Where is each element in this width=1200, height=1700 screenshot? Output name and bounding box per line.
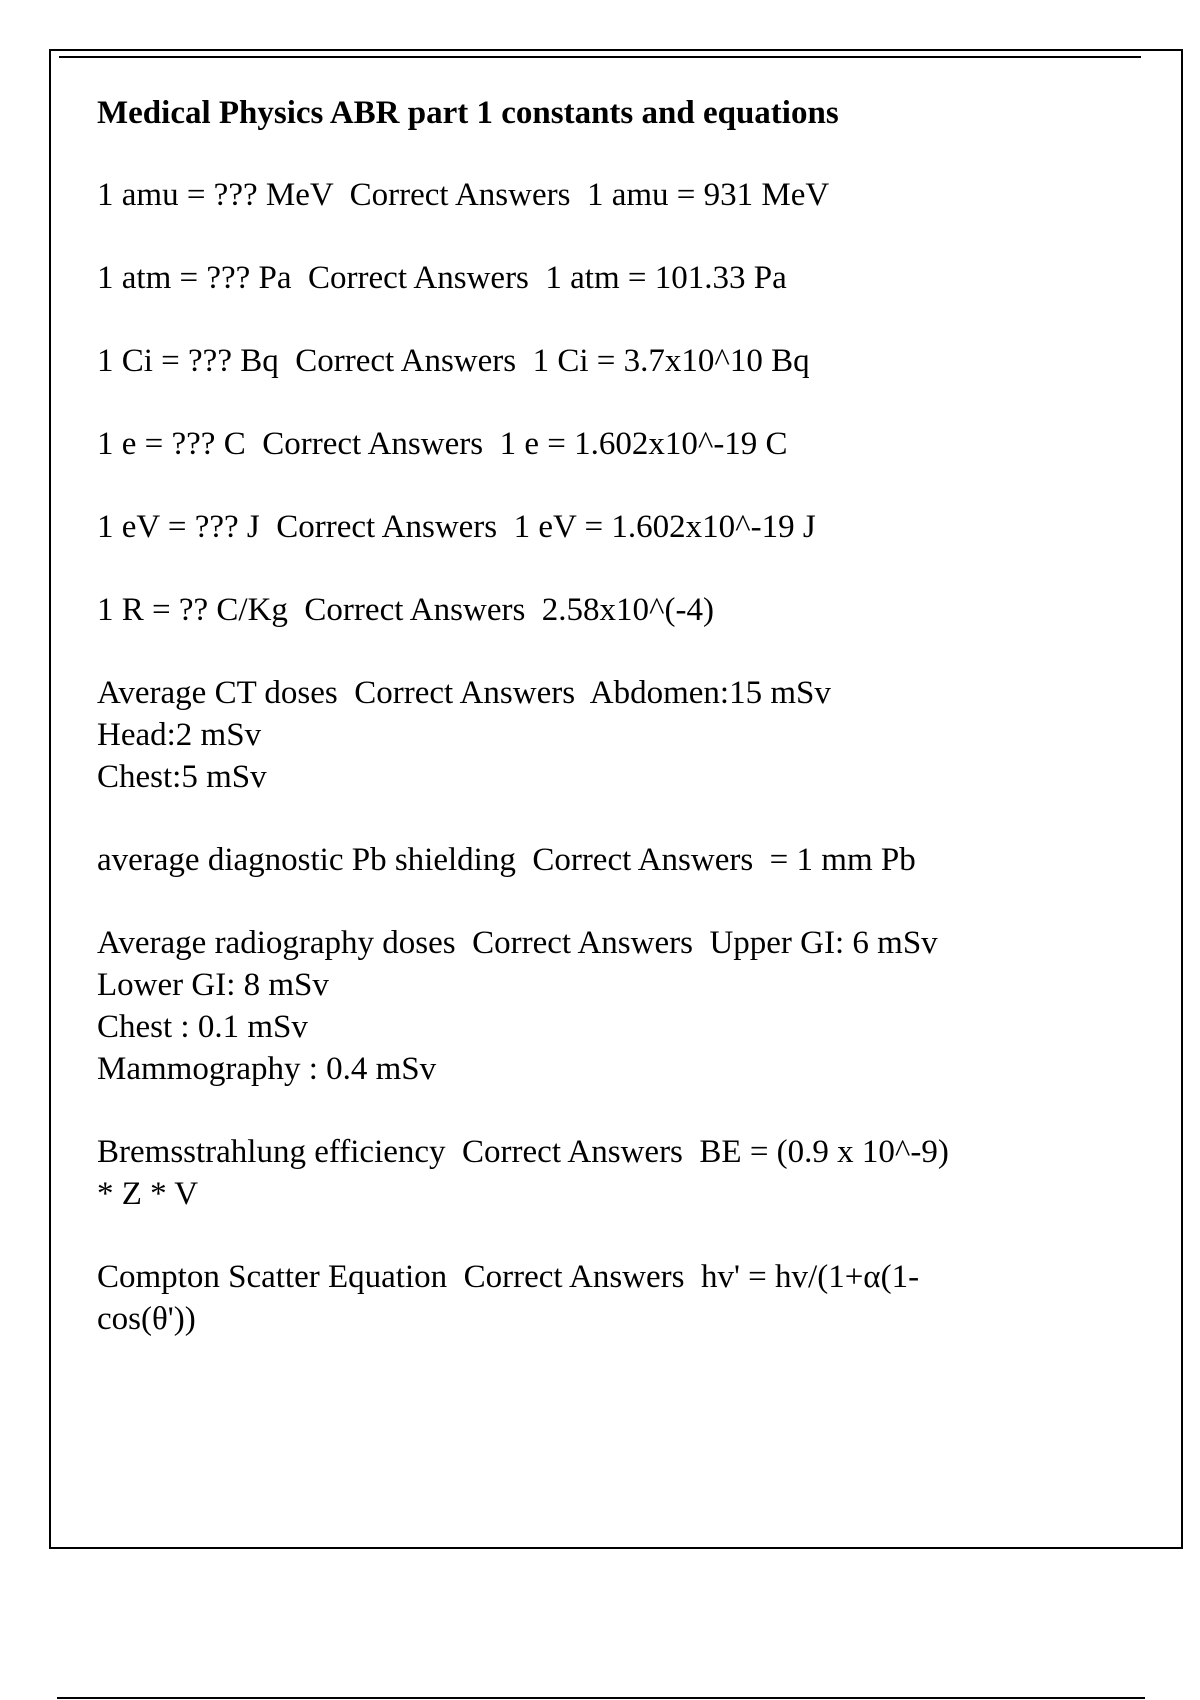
qa-entry <box>97 423 1087 465</box>
qa-entry <box>97 672 1087 798</box>
qa-entry-line: 1 amu = ??? MeV Correct Answers 1 amu = 931 MeV <box>97 177 830 213</box>
qa-entry-line: 1 eV = ??? J Correct Answers 1 eV = 1.602x10^-19 J <box>97 509 816 545</box>
qa-entry <box>97 1256 1087 1340</box>
qa-entry <box>97 922 1087 1090</box>
qa-entry <box>97 839 1087 881</box>
qa-entry <box>97 589 1087 631</box>
document-content <box>97 92 1087 1381</box>
qa-entry <box>97 174 1087 216</box>
top-rule <box>59 56 1141 58</box>
qa-entry-line: Head:2 mSv <box>97 717 262 753</box>
document-title: Medical Physics ABR part 1 constants and equations <box>97 95 839 131</box>
qa-entry-line: Average radiography doses Correct Answers Upper GI: 6 mSv <box>97 925 938 961</box>
qa-entry-line: * Z * V <box>97 1176 199 1212</box>
qa-entry-line: Chest:5 mSv <box>97 759 267 795</box>
qa-entry-line: average diagnostic Pb shielding Correct Answers = 1 mm Pb <box>97 842 916 878</box>
qa-entry-line: Bremsstrahlung efficiency Correct Answers BE = (0.9 x 10^-9) <box>97 1134 949 1170</box>
qa-entry <box>97 506 1087 548</box>
qa-entry <box>97 340 1087 382</box>
qa-entry-line: Average CT doses Correct Answers Abdomen:15 mSv <box>97 675 831 711</box>
qa-entry-line: 1 e = ??? C Correct Answers 1 e = 1.602x10^-19 C <box>97 426 788 462</box>
qa-entry-line: Compton Scatter Equation Correct Answers hv' = hv/(1+α(1- <box>97 1259 920 1295</box>
qa-list <box>97 174 1087 1340</box>
qa-entry-line: Chest : 0.1 mSv <box>97 1009 308 1045</box>
qa-entry-line: 1 atm = ??? Pa Correct Answers 1 atm = 101.33 Pa <box>97 260 787 296</box>
qa-entry-line: Lower GI: 8 mSv <box>97 967 329 1003</box>
qa-entry-line: Mammography : 0.4 mSv <box>97 1051 437 1087</box>
qa-entry-line: 1 Ci = ??? Bq Correct Answers 1 Ci = 3.7x10^10 Bq <box>97 343 810 379</box>
footer-rule <box>57 1697 1145 1699</box>
qa-entry-line: cos(θ')) <box>97 1301 196 1337</box>
qa-entry <box>97 257 1087 299</box>
qa-entry-line: 1 R = ?? C/Kg Correct Answers 2.58x10^(-4) <box>97 592 714 628</box>
qa-entry <box>97 1131 1087 1215</box>
